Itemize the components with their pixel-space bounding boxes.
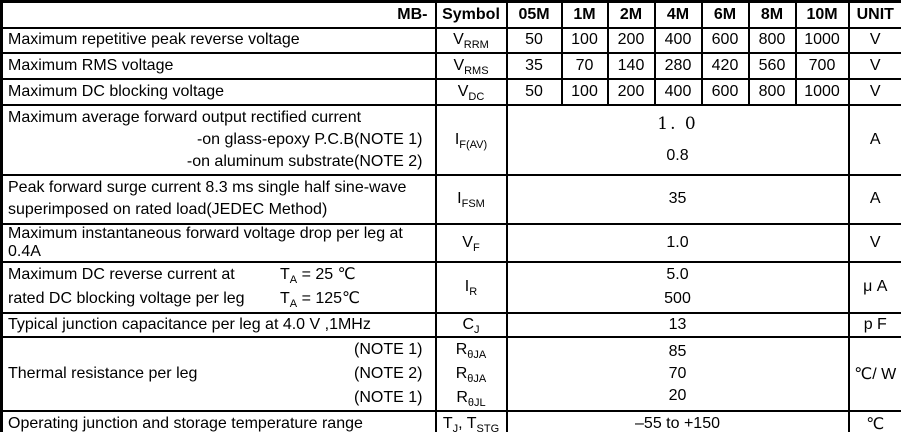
test-condition (280, 263, 435, 287)
header-model-2m: 2M (608, 2, 655, 28)
symbol-cell (436, 105, 507, 175)
test-condition (280, 287, 435, 311)
symbol-base: T (442, 414, 453, 432)
header-unit: UNIT (849, 2, 901, 28)
condition-text: = 125℃ (297, 290, 361, 307)
symbol-cell (436, 224, 507, 262)
note-references (197, 338, 434, 410)
row-ir (2, 262, 901, 313)
value-cell: 400 (655, 28, 702, 53)
value-cell-merged (507, 337, 849, 411)
note-ref: (NOTE 1) (354, 388, 423, 406)
param-line: superimposed on rated load(JEDEC Method) (8, 201, 328, 218)
param-condition-line: -on aluminum substrate(NOTE 2) (186, 152, 423, 170)
value-line: 70 (668, 364, 687, 382)
unit-cell: V (849, 224, 901, 262)
condition-base: T (280, 290, 290, 307)
symbol-subscript: DC (468, 90, 485, 103)
param-cell: Maximum repetitive peak reverse voltage (2, 28, 436, 53)
symbol-base: V (457, 82, 469, 100)
value-cell: 400 (655, 79, 702, 105)
row-vrms (2, 53, 901, 79)
value-cell: 140 (608, 53, 655, 79)
unit-cell: V (849, 53, 901, 79)
header-model-05m: 05M (507, 2, 562, 28)
symbol-cell (436, 79, 507, 105)
value-cell-merged (507, 105, 849, 175)
header-model-6m: 6M (702, 2, 749, 28)
value-cell: 560 (749, 53, 796, 79)
param-cell: Typical junction capacitance per leg at 4.0 V ,1MHz (2, 313, 436, 337)
unit-cell: V (849, 28, 901, 53)
symbol-subscript: J (452, 422, 459, 432)
value-cell: 420 (702, 53, 749, 79)
symbol-subscript: FSM (461, 198, 485, 210)
row-ifsm (2, 175, 901, 224)
value-cell: 100 (562, 28, 608, 53)
value-cell-merged: 35 (507, 175, 849, 224)
symbol-subscript: RRM (463, 39, 489, 51)
symbol-subscript: RMS (464, 64, 489, 77)
value-cell: 1000 (796, 79, 849, 105)
param-line: Maximum average forward output rectified current (8, 108, 362, 126)
symbol-base: V (453, 56, 465, 74)
param-cell: Maximum instantaneous forward voltage drop per leg at 0.4A (2, 224, 436, 262)
header-model-8m: 8M (749, 2, 796, 28)
value-line: 20 (668, 386, 687, 404)
value-cell: 600 (702, 79, 749, 105)
param-cell: Operating junction and storage temperature range (2, 411, 436, 432)
header-symbol: Symbol (436, 2, 507, 28)
header-mb-prefix: MB- (2, 2, 436, 28)
symbol-subscript: STG (476, 422, 500, 432)
symbol-subscript: F (472, 241, 480, 254)
table-header-row (2, 2, 901, 28)
value-cell: 35 (507, 53, 562, 79)
param-cell (2, 175, 436, 224)
symbol-base: I (454, 130, 460, 148)
unit-cell: A (849, 105, 901, 175)
symbol-line (437, 362, 506, 386)
symbol-base: V (453, 31, 464, 48)
value-cell: 100 (562, 79, 608, 105)
symbol-cell (436, 313, 507, 337)
unit-cell: ℃ (849, 411, 901, 432)
value-cell-merged: –55 to +150 (507, 411, 849, 432)
symbol-cell (436, 262, 507, 313)
symbol-subscript: θJA (467, 348, 487, 361)
row-thermal-resistance (2, 337, 901, 411)
symbol-line (437, 338, 506, 362)
condition-text: = 25 ℃ (297, 266, 356, 283)
row-vdc (2, 79, 901, 105)
value-cell: 1000 (796, 28, 849, 53)
row-cj (2, 313, 901, 337)
row-ifav (2, 105, 901, 175)
value-cell: 600 (702, 28, 749, 53)
value-cell: 700 (796, 53, 849, 79)
note-ref: (NOTE 2) (354, 364, 423, 382)
symbol-subscript: F(AV) (459, 138, 488, 151)
param-condition-grid (8, 263, 435, 311)
condition-base: T (280, 266, 290, 283)
row-vrrm (2, 28, 901, 53)
symbol-base: I (457, 190, 462, 207)
value-cell: 50 (507, 28, 562, 53)
value-cell: 200 (608, 28, 655, 53)
value-cell: 50 (507, 79, 562, 105)
unit-cell: A (849, 175, 901, 224)
symbol-line (437, 386, 506, 410)
symbol-cell (436, 53, 507, 79)
value-line: 1. 0 (657, 113, 698, 134)
symbol-subscript: θJL (467, 396, 486, 409)
value-cell-merged: 1.0 (507, 224, 849, 262)
value-line: 0.8 (666, 146, 689, 164)
row-temperature-range (2, 411, 901, 432)
symbol-base: R (455, 340, 468, 358)
symbol-cell (436, 28, 507, 53)
value-cell: 200 (608, 79, 655, 105)
param-cell (2, 105, 436, 175)
condition-subscript: A (289, 298, 298, 310)
param-line: rated DC blocking voltage per leg (8, 290, 245, 307)
value-line: 85 (668, 342, 687, 360)
param-condition-line: -on glass-epoxy P.C.B(NOTE 1) (196, 130, 423, 148)
symbol-cell (436, 175, 507, 224)
unit-cell: V (849, 79, 901, 105)
header-model-1m: 1M (562, 2, 608, 28)
symbol-subscript: θJA (467, 372, 487, 385)
value-cell-merged: 13 (507, 313, 849, 337)
param-label: Thermal resistance per leg (8, 364, 198, 382)
value-line: 5.0 (666, 266, 689, 283)
unit-cell: p F (849, 313, 901, 337)
param-cell (2, 337, 436, 411)
symbol-base: V (462, 233, 473, 251)
value-cell: 800 (749, 79, 796, 105)
symbol-subscript: J (474, 323, 480, 336)
param-with-notes (3, 338, 435, 410)
param-line: Maximum DC reverse current at (8, 266, 235, 283)
header-model-10m: 10M (796, 2, 849, 28)
param-cell: Maximum DC blocking voltage (2, 79, 436, 105)
value-line: 500 (664, 290, 691, 307)
symbol-base: , T (458, 414, 477, 432)
symbol-cell (436, 337, 507, 411)
symbol-cell (436, 411, 507, 432)
param-line: Peak forward surge current 8.3 ms single half sine-wave (8, 179, 407, 196)
symbol-subscript: R (469, 286, 478, 298)
value-cell-merged (507, 262, 849, 313)
row-vf (2, 224, 901, 262)
symbol-base: R (456, 388, 468, 406)
param-cell (2, 262, 436, 313)
value-cell: 70 (562, 53, 608, 79)
value-cell: 280 (655, 53, 702, 79)
symbol-base: I (464, 278, 470, 295)
value-cell: 800 (749, 28, 796, 53)
condition-subscript: A (289, 274, 298, 286)
param-cell: Maximum RMS voltage (2, 53, 436, 79)
note-ref: (NOTE 1) (354, 340, 423, 358)
symbol-base: R (455, 364, 468, 382)
unit-cell: μ A (849, 262, 901, 313)
symbol-base: C (462, 315, 475, 333)
header-model-4m: 4M (655, 2, 702, 28)
unit-cell: ℃/ W (849, 337, 901, 411)
